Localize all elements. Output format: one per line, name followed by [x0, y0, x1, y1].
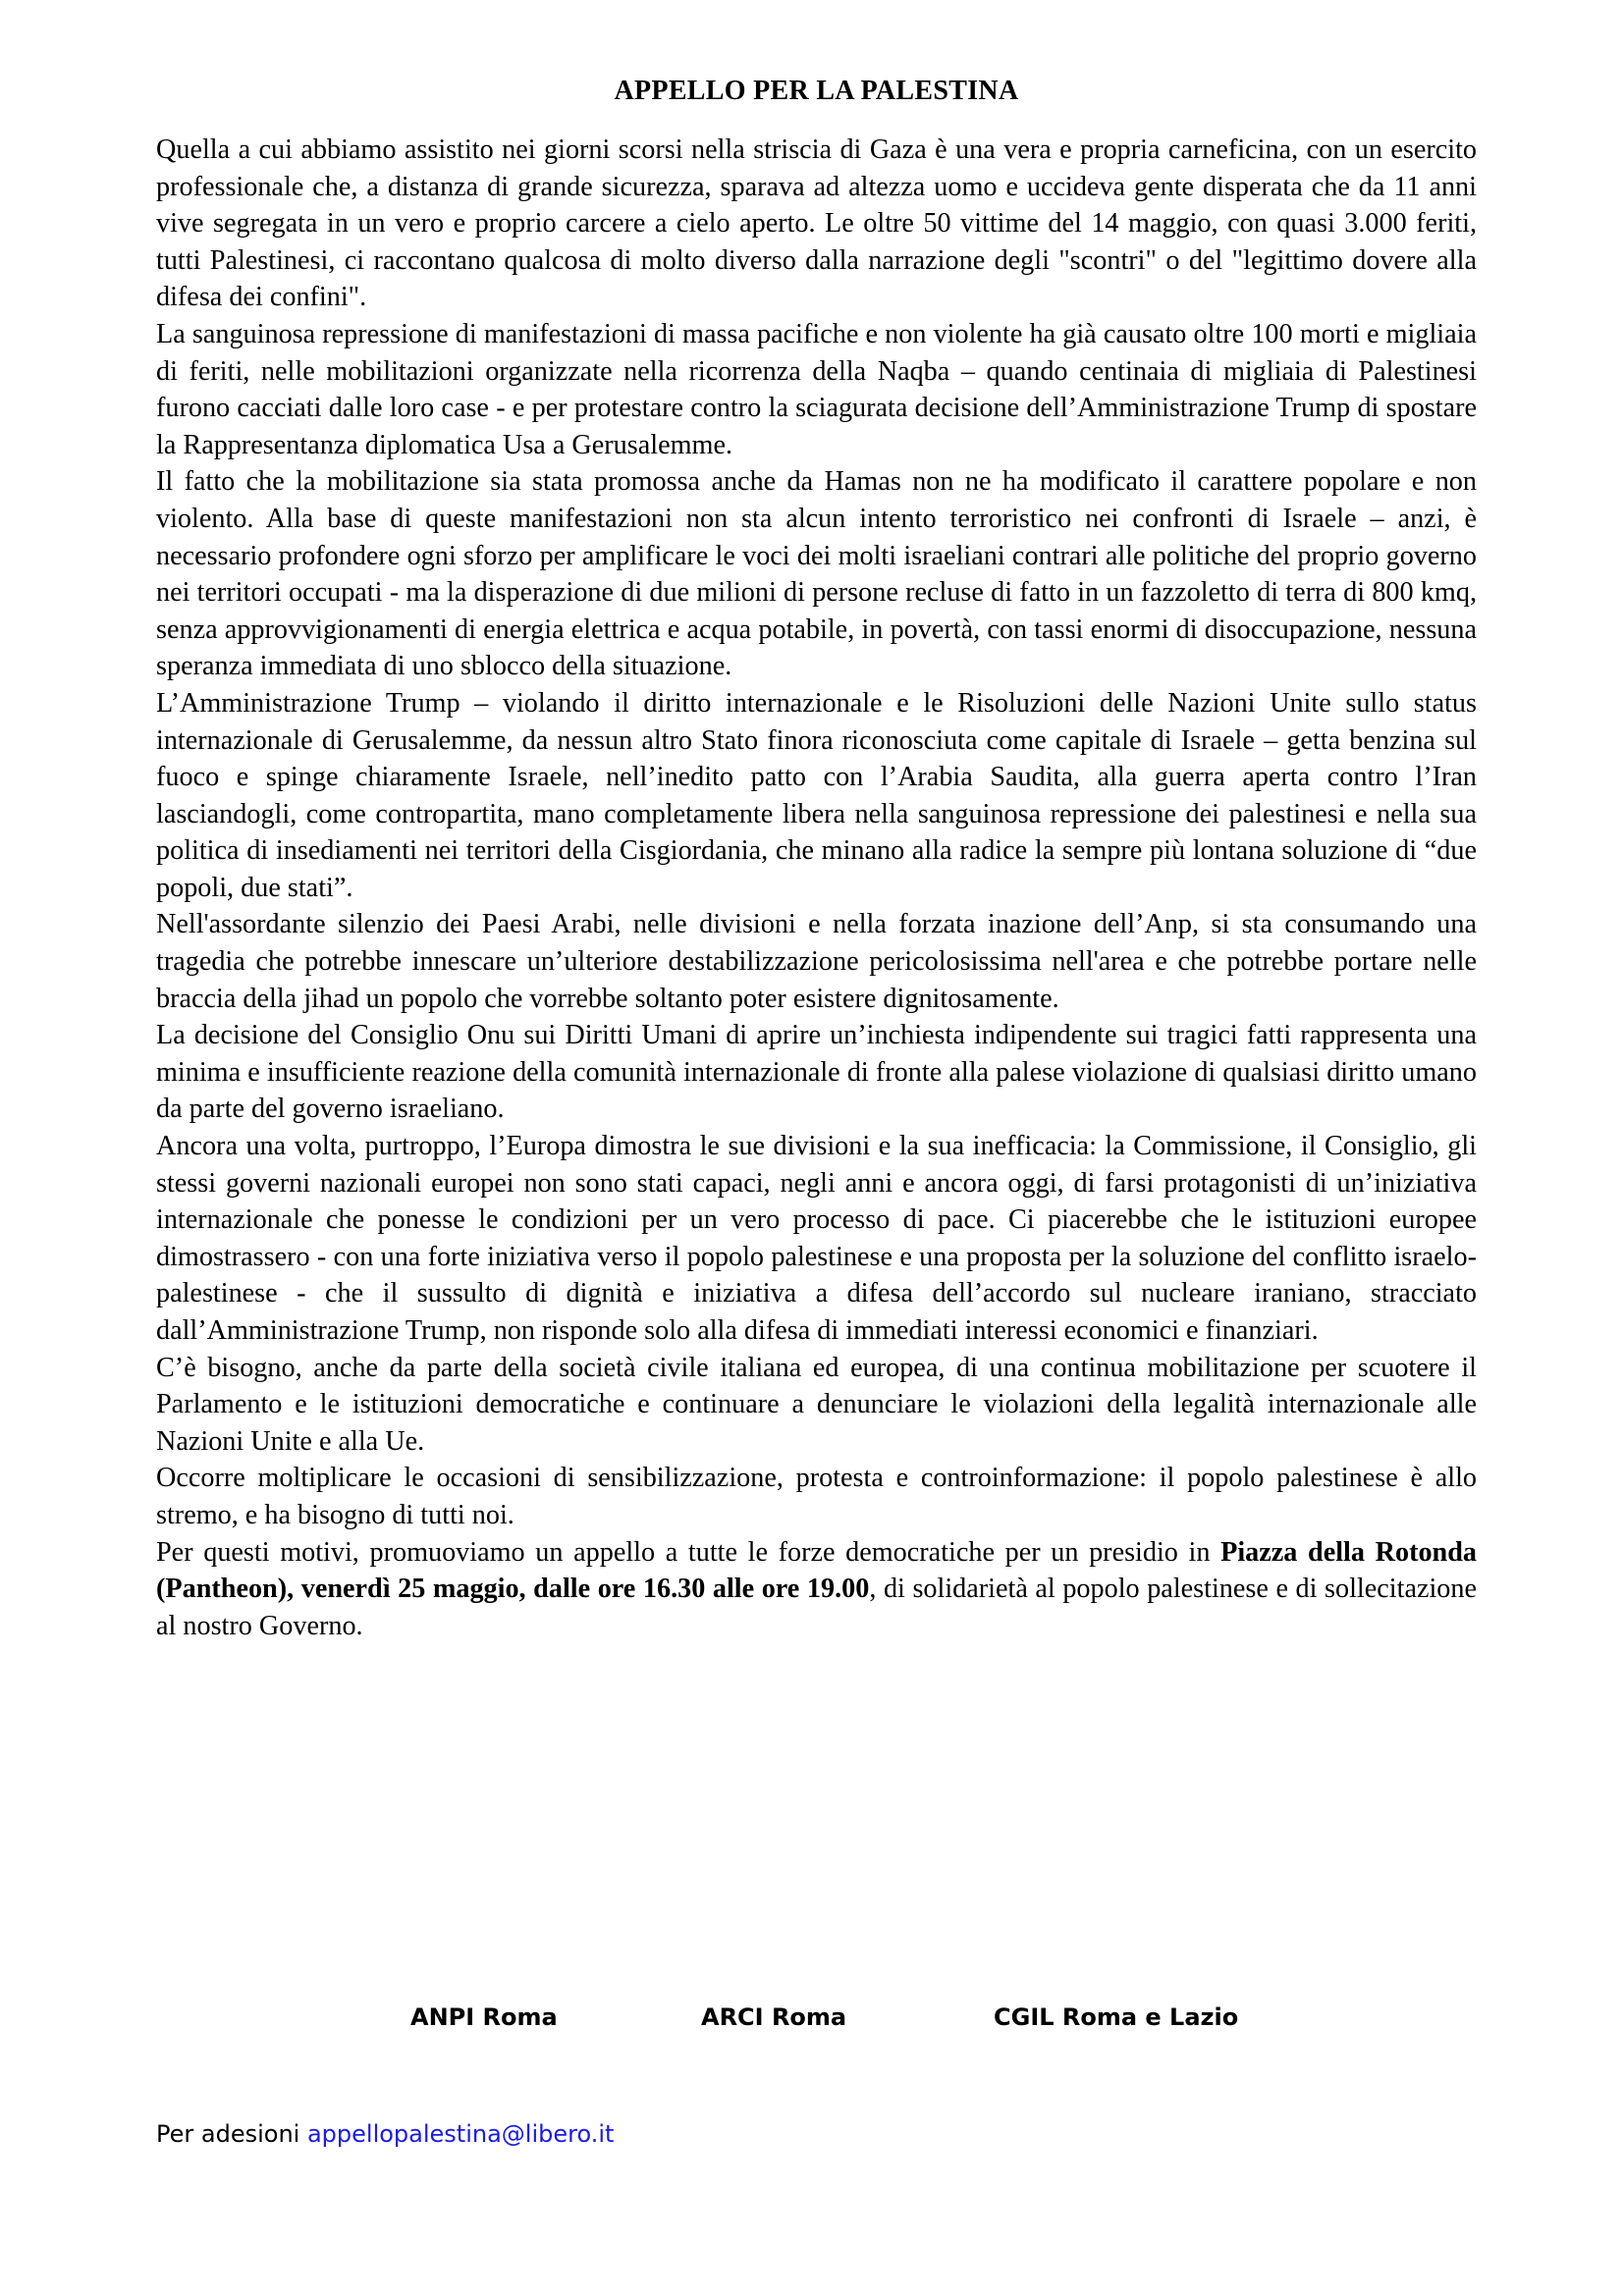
paragraph: Occorre moltiplicare le occasioni di sensibilizzazione, protesta e controinformazione: il popolo palestinese è allo stremo, e ha bisogno di tutti noi. — [156, 1463, 1477, 1530]
final-paragraph — [156, 1534, 1477, 1645]
signatory-cgil: CGIL Roma e Lazio — [994, 2003, 1239, 2031]
paragraph: La decisione del Consiglio Onu sui Diritti Umani di aprire un’inchiesta indipendente sui tragici fatti rappresenta una minima e insufficiente reazione della comunità internazionale di fronte alla palese violazione di qualsiasi diritto umano da parte del governo israeliano. — [156, 1020, 1477, 1125]
paragraph: C’è bisogno, anche da parte della società civile italiana ed europea, di una continua mobilitazione per scuotere il Parlamento e le istituzioni democratiche e continuare a denunciare le violazioni della legalità internazionale alle Nazioni Unite e alla Ue. — [156, 1352, 1477, 1457]
paragraph: Quella a cui abbiamo assistito nei giorni scorsi nella striscia di Gaza è una vera e propria carneficina, con un esercito professionale che, a distanza di grande sicurezza, sparava ad altezza uomo e uccideva gente disperata che da 11 anni vive segregata in un vero e proprio carcere a cielo aperto. Le oltre 50 vittime del 14 maggio, con quasi 3.000 feriti, tutti Palestinesi, ci raccontano qualcosa di molto diverso dalla narrazione degli "scontri" o del "legittimo dovere alla difesa dei confini". — [156, 134, 1477, 313]
final-paragraph-intro: Per questi motivi, promuoviamo un appello a tutte le forze democratiche per un presidio in — [156, 1536, 1221, 1568]
signatory-anpi: ANPI Roma — [410, 2003, 558, 2031]
final-paragraph-outro: , di solidarietà al popolo palestinese e di sollecitazione al nostro Governo. — [156, 1574, 1477, 1641]
signatories — [156, 2003, 1477, 2043]
paragraph: Il fatto che la mobilitazione sia stata promossa anche da Hamas non ne ha modificato il carattere popolare e non violento. Alla base di queste manifestazioni non sta alcun intento terroristico nei confronti di Israele – anzi, è necessario profondere ogni sforzo per amplificare le voci dei molti israeliani contrari alle politiche del proprio governo nei territori occupati - ma la disperazione di due milioni di persone recluse di fatto in un fazzoletto di terra di 800 kmq, senza approvvigionamenti di energia elettrica e acqua potabile, in povertà, con tassi enormi di disoccupazione, nessuna speranza immediata di uno sblocco della situazione. — [156, 466, 1477, 682]
document-title: APPELLO PER LA PALESTINA — [614, 76, 1019, 106]
contact-line — [156, 2120, 614, 2148]
event-details: Piazza della Rotonda (Pantheon), venerdì 25 maggio, dalle ore 16.30 alle ore 19.00 — [156, 1536, 1477, 1605]
paragraph: La sanguinosa repressione di manifestazioni di massa pacifiche e non violente ha già causato oltre 100 morti e migliaia di feriti, nelle mobilitazioni organizzate nella ricorrenza della Naqba – quando centinaia di migliaia di Palestinesi furono cacciati dalle loro case - e per protestare contro la sciagurata decisione dell’Amministrazione Trump di spostare la Rappresentanza diplomatica Usa a Gerusalemme. — [156, 318, 1477, 460]
signatory-arci: ARCI Roma — [701, 2003, 847, 2031]
contact-email-link[interactable]: appellopalestina@libero.it — [306, 2120, 615, 2148]
paragraph: Ancora una volta, purtroppo, l’Europa dimostra le sue divisioni e la sua inefficacia: la Commissione, il Consiglio, gli stessi governi nazionali europei non sono stati capaci, negli anni e ancora oggi, di farsi protagonisti di un’iniziativa internazionale che ponesse le condizioni per un vero processo di pace. Ci piacerebbe che le istituzioni europee dimostrassero - con una forte iniziativa verso il popolo palestinese e una proposta per la soluzione del conflitto israelo-palestinese - che il sussulto di dignità e iniziativa a difesa dell’accordo sul nucleare iraniano, stracciato dall’Amministrazione Trump, non risponde solo alla difesa di immediati interessi economici e finanziari. — [156, 1131, 1477, 1346]
paragraph: Nell'assordante silenzio dei Paesi Arabi, nelle divisioni e nella forzata inazione dell’Anp, si sta consumando una tragedia che potrebbe innescare un’ulteriore destabilizzazione pericolosissima nell'area e che potrebbe portare nelle braccia della jihad un popolo che vorrebbe soltanto poter esistere dignitosamente. — [156, 909, 1477, 1014]
document-body — [156, 132, 1477, 1644]
paragraph: L’Amministrazione Trump – violando il diritto internazionale e le Risoluzioni delle Nazioni Unite sullo status internazionale di Gerusalemme, da nessun altro Stato finora riconosciuta come capitale di Israele – getta benzina sul fuoco e spinge chiaramente Israele, nell’inedito patto con l’Arabia Saudita, alla guerra aperta contro l’Iran lasciandogli, come contropartita, mano completamente libera nella sanguinosa repressione dei palestinesi e nella sua politica di insediamenti nei territori della Cisgiordania, che minano alla radice la sempre più lontana soluzione di “due popoli, due stati”. — [156, 687, 1477, 903]
contact-label: Per adesioni — [156, 2120, 307, 2148]
document-page — [156, 73, 1477, 2148]
